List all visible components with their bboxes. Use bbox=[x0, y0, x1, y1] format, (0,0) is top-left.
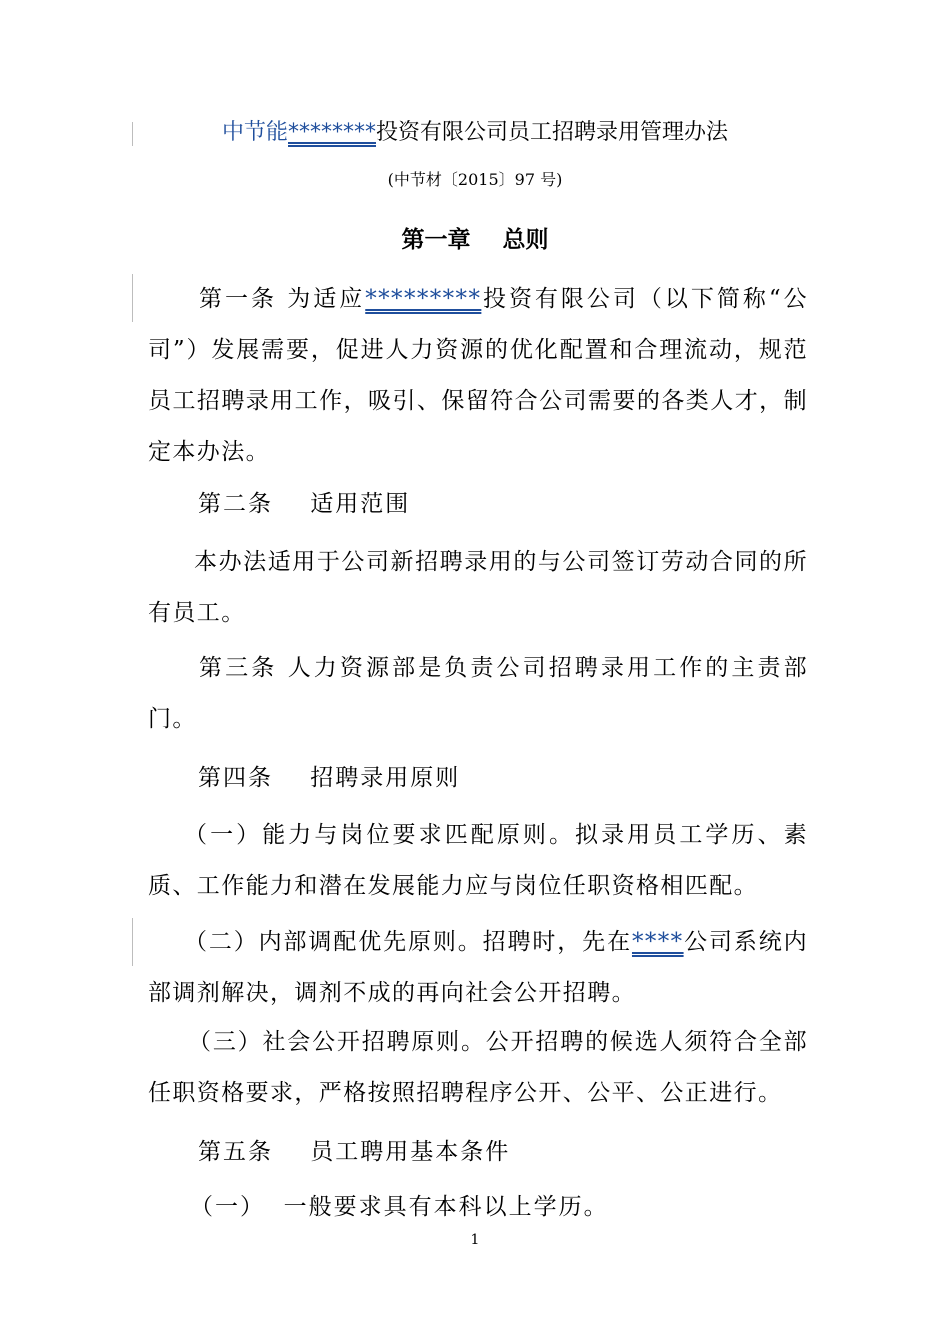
article-4-heading: 第四条 招聘录用原则 bbox=[198, 765, 461, 791]
article-4-item-2-masked-name[interactable]: **** bbox=[631, 929, 684, 955]
article-1-body: 投资有限公司（以下简称“公司”）发展需要，促进人力资源的优化配置和合理流动，规范员工招聘录用工作，吸引、保留符合公司需要的各类人才，制定本办法。 bbox=[148, 286, 808, 465]
article-4-item-2-lead: （二）内部调配优先原则。招聘时，先在 bbox=[184, 929, 632, 955]
article-4-item-2-body: 公司系统内部调剂解决，调剂不成的再向社会公开招聘。 bbox=[148, 929, 809, 1006]
article-1-lead: 第一条 为适应 bbox=[199, 286, 366, 312]
chapter-heading: 第一章 总则 bbox=[401, 227, 549, 253]
article-1 bbox=[148, 274, 808, 478]
page-number: 1 bbox=[470, 1232, 480, 1248]
article-1-masked-name[interactable]: ********* bbox=[365, 286, 482, 312]
revision-bar bbox=[132, 274, 133, 322]
title-suffix: 投资有限公司员工招聘录用管理办法 bbox=[376, 120, 729, 145]
article-4-item-1: （一）能力与岗位要求匹配原则。拟录用员工学历、素质、工作能力和潜在发展能力应与岗位任职资格相匹配。 bbox=[148, 822, 808, 899]
article-2-body: 本办法适用于公司新招聘录用的与公司签订劳动合同的所有员工。 bbox=[148, 549, 808, 626]
article-4-item-2 bbox=[148, 917, 808, 1019]
article-2-heading: 第二条 适用范围 bbox=[198, 491, 411, 517]
article-5-heading: 第五条 员工聘用基本条件 bbox=[198, 1139, 511, 1165]
revision-bar bbox=[132, 918, 133, 966]
article-4-item-3: （三）社会公开招聘原则。公开招聘的候选人须符合全部任职资格要求，严格按照招聘程序公开、公平、公正进行。 bbox=[148, 1029, 808, 1106]
article-3: 第三条 人力资源部是负责公司招聘录用工作的主责部门。 bbox=[148, 655, 808, 732]
title-masked-name[interactable]: ******** bbox=[288, 120, 376, 145]
title-prefix: 中节能 bbox=[221, 120, 288, 145]
document-number: (中节材〔2015〕97 号) bbox=[387, 170, 563, 189]
article-5-item-1: （一） 一般要求具有本科以上学历。 bbox=[190, 1194, 609, 1220]
document-title bbox=[0, 118, 950, 148]
